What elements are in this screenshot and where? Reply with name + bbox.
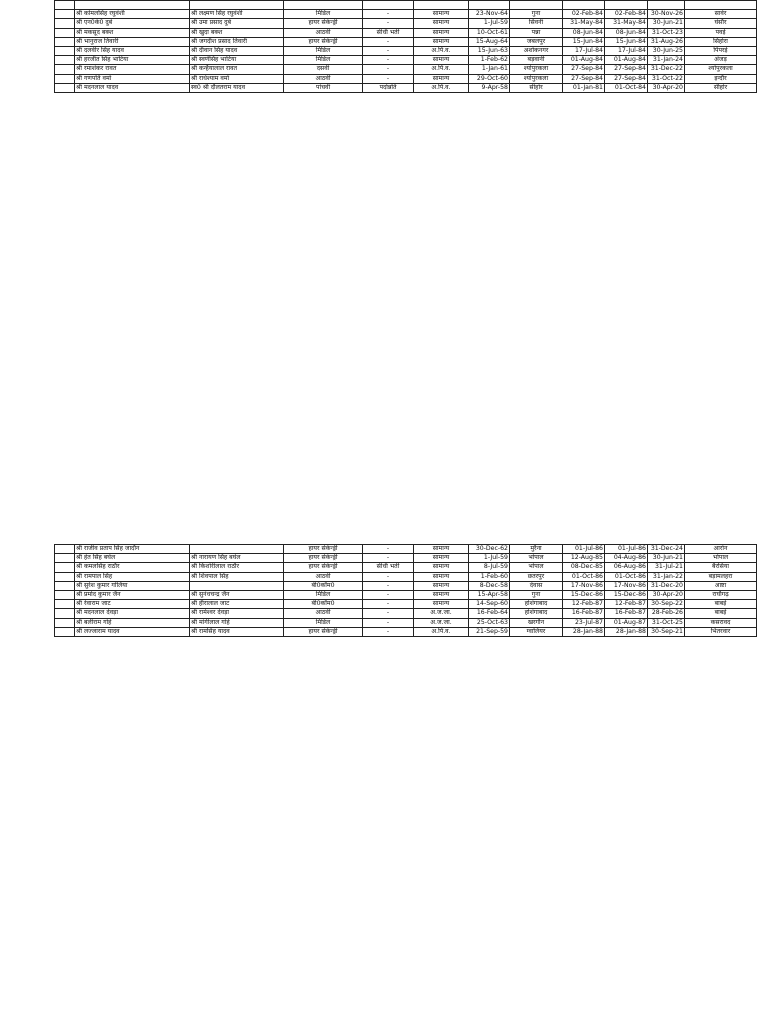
table-cell: जबलपुर (510, 37, 563, 46)
table-cell: अंजड़ (685, 56, 757, 65)
table-cell: 30-Apr-20 (648, 83, 685, 92)
table-cell: 30-Dec-62 (469, 545, 510, 554)
table-cell: 15-Jun-63 (469, 47, 510, 56)
table-cell: मिडिल (284, 618, 363, 627)
table-cell: - (363, 37, 414, 46)
table-cell: पदोन्नति (363, 83, 414, 92)
table-cell: पवई (685, 28, 757, 37)
table-cell: श्री बलीराम गोहे (75, 618, 190, 627)
table-cell: श्री हेत सिंह बघेल (75, 554, 190, 563)
table-cell: सामान्य (414, 581, 469, 590)
table-cell: आष्टा (685, 581, 757, 590)
table-cell: श्री मदनलाल यादव (75, 83, 190, 92)
table-cell: सीधी भर्ती (363, 563, 414, 572)
table-cell: अ.पि.व. (414, 65, 469, 74)
table-row (55, 37, 757, 46)
table-cell: अ.पि.व. (414, 627, 469, 636)
table-cell: 16-Feb-64 (469, 609, 510, 618)
table-cell: 14-Sep-60 (469, 600, 510, 609)
table-cell: 8-Jul-59 (469, 563, 510, 572)
table-cell (55, 65, 75, 74)
table-cell (55, 28, 75, 37)
table-cell: 15-Aug-64 (469, 37, 510, 46)
table-cell: श्री लज्जाराम यादव (75, 627, 190, 636)
table-cell: - (363, 627, 414, 636)
table-cell: 28-Feb-26 (648, 609, 685, 618)
table-cell: सामान्य (414, 600, 469, 609)
table-cell: श्री दलवीर सिंह यादव (75, 47, 190, 56)
table-cell: - (363, 618, 414, 627)
table-cell: भोपाल (510, 563, 563, 572)
table-cell: हायर सेकेन्ड्री (284, 545, 363, 554)
table-cell: श्री हीरालाल जाट (190, 600, 284, 609)
table-cell: सिहोरा (685, 37, 757, 46)
table-cell: 27-Sep-84 (605, 74, 648, 83)
table-cell: 01-Aug-84 (605, 56, 648, 65)
table-cell: 28-Jan-88 (605, 627, 648, 636)
table-cell: 12-Feb-87 (563, 600, 605, 609)
table-cell: श्री रामसिंह यादव (190, 627, 284, 636)
table-cell: होशंगाबाद (510, 600, 563, 609)
table-cell: अ.ज.जा. (414, 609, 469, 618)
table-cell: - (363, 19, 414, 28)
table-cell: 01-Oct-84 (605, 83, 648, 92)
table-cell: 12-Feb-87 (605, 600, 648, 609)
table-cell (648, 1, 685, 10)
table-row (55, 83, 757, 92)
table-cell: श्री कन्हैयालाल रावत (190, 65, 284, 74)
table-cell: 16-Feb-87 (563, 609, 605, 618)
table-cell: - (363, 600, 414, 609)
table-cell: श्री राजीव प्रताप सिंह जादौन (75, 545, 190, 554)
table-cell: श्री लक्ष्मण सिंह रघुवंशी (190, 10, 284, 19)
table-cell: 27-Sep-84 (563, 65, 605, 74)
table-cell: श्री कोमलसिंह रघुवंशी (75, 10, 190, 19)
table-cell: श्री कमलसिंह राठौर (75, 563, 190, 572)
table-cell (55, 627, 75, 636)
table-cell: श्री रामेश्वर देवड़ा (190, 609, 284, 618)
table-cell: कसरावद (685, 618, 757, 627)
table-cell: बड़वानी (510, 56, 563, 65)
table-cell: आठवी (284, 609, 363, 618)
table-cell (55, 1, 75, 10)
table-cell: अ.ज.जा. (414, 618, 469, 627)
table-cell: श्री उमा प्रसाद दुबे (190, 19, 284, 28)
table-cell: होशंगाबाद (510, 609, 563, 618)
table-cell (469, 1, 510, 10)
table-cell (563, 1, 605, 10)
table-cell (605, 1, 648, 10)
table-cell: श्री स्वर्णसिंह भाटिया (190, 56, 284, 65)
table-cell: 29-Oct-60 (469, 74, 510, 83)
table-cell: श्योपुरकला (510, 74, 563, 83)
table-cell: 31-Aug-26 (648, 37, 685, 46)
table-row (55, 563, 757, 572)
table-cell: भोपाल (685, 554, 757, 563)
table-cell (75, 1, 190, 10)
table-cell (55, 10, 75, 19)
table-cell: श्री नारायण सिंह बघेल (190, 554, 284, 563)
table-cell: बड़ामलहरा (685, 572, 757, 581)
table-cell: श्री हरजीत सिंह भाटिया (75, 56, 190, 65)
table-cell: श्योपुरकला (510, 65, 563, 74)
table-cell: सामान्य (414, 572, 469, 581)
table-cell (55, 545, 75, 554)
table-cell: पांचवी (284, 83, 363, 92)
table-cell: 17-Nov-86 (563, 581, 605, 590)
table-cell: देवास (510, 581, 563, 590)
table-cell: 28-Jan-88 (563, 627, 605, 636)
table-cell: राघौगढ़ (685, 591, 757, 600)
table-cell: पिपरई (685, 47, 757, 56)
table-row (55, 591, 757, 600)
table-cell: 23-Jul-87 (563, 618, 605, 627)
table-cell: श्री मांगीलाल गोहे (190, 618, 284, 627)
table-cell: श्री रामपाल सिंह (75, 572, 190, 581)
table-row (55, 627, 757, 636)
table-cell: सिवनी (510, 19, 563, 28)
table-cell (55, 37, 75, 46)
table-cell: 04-Aug-86 (605, 554, 648, 563)
table-cell: सामान्य (414, 37, 469, 46)
table-cell: श्री रेवाराम जाट (75, 600, 190, 609)
table-cell (55, 47, 75, 56)
table-cell: सामान्य (414, 19, 469, 28)
table-cell: 15-Jun-84 (605, 37, 648, 46)
table-cell: बी0कॉम0 (284, 600, 363, 609)
table-cell: अ.पि.व. (414, 83, 469, 92)
table-cell: 30-Apr-20 (648, 591, 685, 600)
table-cell: अ.पि.व. (414, 47, 469, 56)
table-cell: 08-Jun-84 (563, 28, 605, 37)
table-row (55, 74, 757, 83)
table-cell (55, 591, 75, 600)
table-row (55, 10, 757, 19)
table-cell: गुना (510, 10, 563, 19)
table-cell: 9-Apr-58 (469, 83, 510, 92)
table-cell: 31-Jul-21 (648, 563, 685, 572)
table-cell: 31-May-84 (563, 19, 605, 28)
table-row (55, 600, 757, 609)
table-row (55, 47, 757, 56)
table-cell: ग्वालियर (510, 627, 563, 636)
table-cell (55, 83, 75, 92)
table-cell (363, 1, 414, 10)
table-row (55, 609, 757, 618)
table-cell: पन्ना (510, 28, 563, 37)
table-cell: 1-Jul-59 (469, 19, 510, 28)
table-cell: सामान्य (414, 56, 469, 65)
table-cell: - (363, 581, 414, 590)
table-cell: 27-Sep-84 (605, 65, 648, 74)
table-cell (55, 563, 75, 572)
table-cell: आठवी (284, 74, 363, 83)
table-cell: 23-Nov-64 (469, 10, 510, 19)
table-cell (55, 609, 75, 618)
table-cell: 31-Oct-25 (648, 618, 685, 627)
table-row (55, 65, 757, 74)
top-table-body (55, 1, 757, 93)
table-cell: 25-Oct-63 (469, 618, 510, 627)
table-cell: - (363, 591, 414, 600)
table-cell: श्री रमाशंकर रावत (75, 65, 190, 74)
table-cell: स्व0 श्री दौलतराम यादव (190, 83, 284, 92)
table-cell: 15-Dec-86 (605, 591, 648, 600)
table-cell: - (363, 10, 414, 19)
table-cell: बाबई (685, 609, 757, 618)
table-cell: 06-Aug-86 (605, 563, 648, 572)
table-cell: श्री सुरेश कुमार गोलिया (75, 581, 190, 590)
table-cell: - (363, 56, 414, 65)
table-row (55, 581, 757, 590)
table-cell: 31-May-84 (605, 19, 648, 28)
table-cell: सामान्य (414, 563, 469, 572)
table-cell: 30-Jun-21 (648, 554, 685, 563)
table-cell: 17-Nov-86 (605, 581, 648, 590)
table-row (55, 56, 757, 65)
table-cell: श्री खुदा बक्श (190, 28, 284, 37)
table-cell: 17-Jul-84 (605, 47, 648, 56)
table-cell: - (363, 572, 414, 581)
table-cell: 30-Sep-21 (648, 627, 685, 636)
table-row (55, 28, 757, 37)
table-cell: श्री गणपति वर्मा (75, 74, 190, 83)
bottom-employee-table (54, 544, 757, 637)
table-cell: 15-Dec-86 (563, 591, 605, 600)
table-cell (284, 1, 363, 10)
table-cell: बी0कॉम0 (284, 581, 363, 590)
table-cell: गुना (510, 591, 563, 600)
table-cell: सामान्य (414, 10, 469, 19)
table-cell: 01-Jul-86 (605, 545, 648, 554)
table-cell (190, 581, 284, 590)
table-cell: श्री जगदीश प्रसाद तिवारी (190, 37, 284, 46)
table-cell: 15-Jun-84 (563, 37, 605, 46)
table-cell: आठवी (284, 572, 363, 581)
table-cell: श्री प्रमोद कुमार जैन (75, 591, 190, 600)
table-cell: आरोन (685, 545, 757, 554)
table-cell: श्री एन0के0 दुबे (75, 19, 190, 28)
table-cell: मिडिल (284, 591, 363, 600)
table-cell (55, 56, 75, 65)
table-cell: मिडिल (284, 47, 363, 56)
table-cell: सावेर (685, 10, 757, 19)
table-cell: 01-Oct-86 (563, 572, 605, 581)
table-cell: भितरवार (685, 627, 757, 636)
table-cell: - (363, 74, 414, 83)
table-cell: आठवी (284, 28, 363, 37)
table-cell: 08-Dec-85 (563, 563, 605, 572)
bottom-table-body (55, 545, 757, 637)
table-cell: मुरैना (510, 545, 563, 554)
table-row (55, 1, 757, 10)
table-cell: श्री मकसूद बक्श (75, 28, 190, 37)
table-cell: 31-Oct-23 (648, 28, 685, 37)
table-cell: हायर सेकेन्ड्री (284, 37, 363, 46)
table-cell: हायर सेकेन्ड्री (284, 19, 363, 28)
table-cell: मिडिल (284, 10, 363, 19)
table-cell (190, 545, 284, 554)
table-cell: बैरसिया (685, 563, 757, 572)
table-cell: 31-Dec-24 (648, 545, 685, 554)
table-cell: - (363, 554, 414, 563)
table-cell: 31-Oct-22 (648, 74, 685, 83)
table-cell: श्री दीवान सिंह यादव (190, 47, 284, 56)
table-cell: हायर सेकेन्ड्री (284, 563, 363, 572)
table-cell (55, 600, 75, 609)
table-cell: इन्दौर (685, 74, 757, 83)
table-cell: दसवी (284, 65, 363, 74)
table-cell: - (363, 609, 414, 618)
table-cell: श्री सुनंधचन्द्र जैन (190, 591, 284, 600)
table-cell: 1-Jul-59 (469, 554, 510, 563)
table-cell: सामान्य (414, 74, 469, 83)
table-cell (55, 618, 75, 627)
table-cell: बाबई (685, 600, 757, 609)
table-cell: सीहोर (685, 83, 757, 92)
table-cell: खरगौन (510, 618, 563, 627)
table-cell: 15-Apr-58 (469, 591, 510, 600)
table-cell: सीधी भर्ती (363, 28, 414, 37)
table-cell: 31-Jan-22 (648, 572, 685, 581)
table-cell: 1-Feb-60 (469, 572, 510, 581)
table-cell: 27-Sep-84 (563, 74, 605, 83)
table-cell: 1-Jan-61 (469, 65, 510, 74)
table-cell (55, 74, 75, 83)
table-cell: 30-Nov-26 (648, 10, 685, 19)
table-cell: 21-Sep-59 (469, 627, 510, 636)
table-cell: 30-Jun-21 (648, 19, 685, 28)
table-cell: श्री राधेश्याम वर्मा (190, 74, 284, 83)
table-cell: 31-Dec-22 (648, 65, 685, 74)
table-cell: 01-Aug-84 (563, 56, 605, 65)
table-row (55, 19, 757, 28)
table-cell (55, 19, 75, 28)
table-cell: श्री शिवपाल सिंह (190, 572, 284, 581)
table-row (55, 554, 757, 563)
table-cell: 17-Jul-84 (563, 47, 605, 56)
table-cell (190, 1, 284, 10)
table-cell: 02-Feb-84 (563, 10, 605, 19)
table-cell: सामान्य (414, 545, 469, 554)
table-cell: 01-Jan-81 (563, 83, 605, 92)
table-cell: घंसौर (685, 19, 757, 28)
table-cell: - (363, 545, 414, 554)
table-cell: हायर सेकेन्ड्री (284, 554, 363, 563)
table-cell: मिडिल (284, 56, 363, 65)
table-row (55, 545, 757, 554)
table-cell: - (363, 65, 414, 74)
table-cell: श्री मदनलाल देवड़ा (75, 609, 190, 618)
table-cell: हायर सेकेन्ड्री (284, 627, 363, 636)
table-cell (685, 1, 757, 10)
table-cell: 1-Feb-62 (469, 56, 510, 65)
table-row (55, 618, 757, 627)
table-cell: सीहोर (510, 83, 563, 92)
table-cell: अशोकनगर (510, 47, 563, 56)
table-cell: 10-Oct-61 (469, 28, 510, 37)
table-cell: सामान्य (414, 28, 469, 37)
table-cell (55, 581, 75, 590)
table-cell: 01-Oct-86 (605, 572, 648, 581)
table-cell (55, 554, 75, 563)
table-cell: 08-Jun-84 (605, 28, 648, 37)
table-cell (510, 1, 563, 10)
table-cell: 16-Feb-87 (605, 609, 648, 618)
table-cell: 31-Jan-24 (648, 56, 685, 65)
table-cell: - (363, 47, 414, 56)
table-cell: 02-Feb-84 (605, 10, 648, 19)
table-cell: 31-Dec-20 (648, 581, 685, 590)
table-cell (55, 572, 75, 581)
table-cell: 01-Aug-87 (605, 618, 648, 627)
table-cell: श्री भानुराज तिवारी (75, 37, 190, 46)
table-cell: 30-Sep-22 (648, 600, 685, 609)
table-cell: छतरपुर (510, 572, 563, 581)
table-cell: भोपाल (510, 554, 563, 563)
table-cell: 8-Dec-58 (469, 581, 510, 590)
table-cell: श्योपुरकला (685, 65, 757, 74)
table-cell: सामान्य (414, 591, 469, 600)
table-cell (414, 1, 469, 10)
table-cell: श्री किशोरीलाल राठौर (190, 563, 284, 572)
table-cell: 12-Aug-85 (563, 554, 605, 563)
table-row (55, 572, 757, 581)
top-employee-table (54, 0, 757, 93)
table-cell: 01-Jul-86 (563, 545, 605, 554)
table-cell: 30-Jun-25 (648, 47, 685, 56)
table-cell: सामान्य (414, 554, 469, 563)
